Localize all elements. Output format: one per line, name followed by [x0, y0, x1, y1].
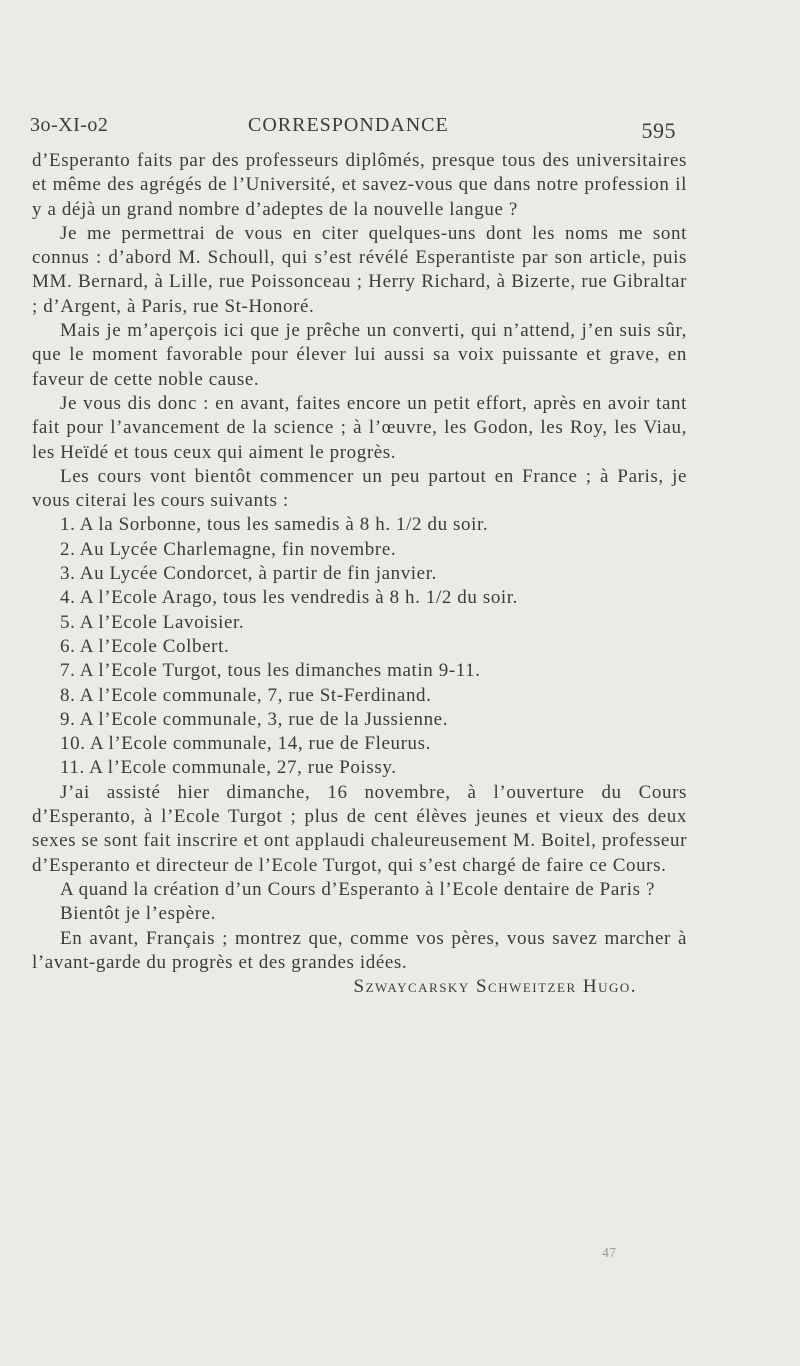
paragraph-continuation: d’Esperanto faits par des professeurs diplômés, presque tous des universitaires et même des agrégés de l’Université, et savez-vous que dans notre profession il y a déjà un grand nombre d’adeptes de la nouvelle langue ? — [32, 150, 687, 220]
course-item: 5. A l’Ecole Lavoisier. — [60, 611, 245, 633]
course-item: 10. A l’Ecole communale, 14, rue de Fleurus. — [60, 733, 431, 755]
course-item: 11. A l’Ecole communale, 27, rue Poissy. — [60, 757, 397, 779]
paragraph-names: Je me permettrai de vous en citer quelques-uns dont les noms me sont connus : d’abord M. Schoull, qui s’est révélé Esperantiste par son article, puis MM. Bernard, à Lille, rue Poissonceau ; Herry Richard, à Bizerte, rue Gibraltar ; d’Argent, à Paris, rue St-Honoré. — [32, 222, 687, 317]
course-item: 4. A l’Ecole Arago, tous les vendredis à 8 h. 1/2 du soir. — [60, 587, 519, 609]
course-item: 9. A l’Ecole communale, 3, rue de la Jussienne. — [60, 708, 449, 730]
paragraph-converted: Mais je m’aperçois ici que je prêche un converti, qui n’attend, j’en suis sûr, que le moment favorable pour élever lui aussi sa voix puissante et grave, en faveur de cette noble cause. — [32, 320, 687, 390]
footer-mark: 47 — [602, 1246, 616, 1261]
signature: Szwaycarsky Schweitzer Hugo. — [353, 976, 637, 998]
course-item: 2. Au Lycée Charlemagne, fin novembre. — [60, 538, 397, 560]
letter-body — [32, 149, 687, 999]
course-item: 3. Au Lycée Condorcet, à partir de fin janvier. — [60, 563, 437, 585]
paragraph-dental-school: A quand la création d’un Cours d’Esperanto à l’Ecole dentaire de Paris ? — [60, 878, 656, 900]
course-list — [32, 513, 687, 780]
course-item: 7. A l’Ecole Turgot, tous les dimanches matin 9-11. — [60, 660, 481, 682]
course-item: 8. A l’Ecole communale, 7, rue St-Ferdinand. — [60, 684, 432, 706]
course-item: 1. A la Sorbonne, tous les samedis à 8 h. 1/2 du soir. — [60, 514, 489, 536]
paragraph-opening-report: J’ai assisté hier dimanche, 16 novembre, à l’ouverture du Cours d’Esperanto, à l’Ecole Turgot ; plus de cent élèves jeunes et vieux des deux sexes se sont fait inscrire et ont applaudi chaleureusement M. Boitel, professeur d’Esperanto et directeur de l’Ecole Turgot, qui s’est chargé de faire ce Cours. — [32, 781, 687, 876]
page-number: 595 — [641, 118, 676, 143]
paragraph-appeal: Je vous dis donc : en avant, faites encore un petit effort, après en avoir tant fait pour l’avancement de la science ; à l’œuvre, les Godon, les Roy, les Viau, les Heïdé et tous ceux qui aiment le progrès. — [32, 392, 687, 463]
paragraph-exhortation: En avant, Français ; montrez que, comme vos pères, vous savez marcher à l’avant-garde du progrès et des grandes idées. — [32, 927, 687, 973]
page-header — [30, 112, 676, 142]
course-item: 6. A l’Ecole Colbert. — [60, 635, 230, 657]
running-title: CORRESPONDANCE — [248, 114, 449, 136]
issue-date: 3o-XI-o2 — [30, 114, 109, 136]
paragraph-hope: Bientôt je l’espère. — [60, 903, 217, 925]
paragraph-courses-intro: Les cours vont bientôt commencer un peu partout en France ; à Paris, je vous citerai les cours suivants : — [32, 465, 687, 512]
